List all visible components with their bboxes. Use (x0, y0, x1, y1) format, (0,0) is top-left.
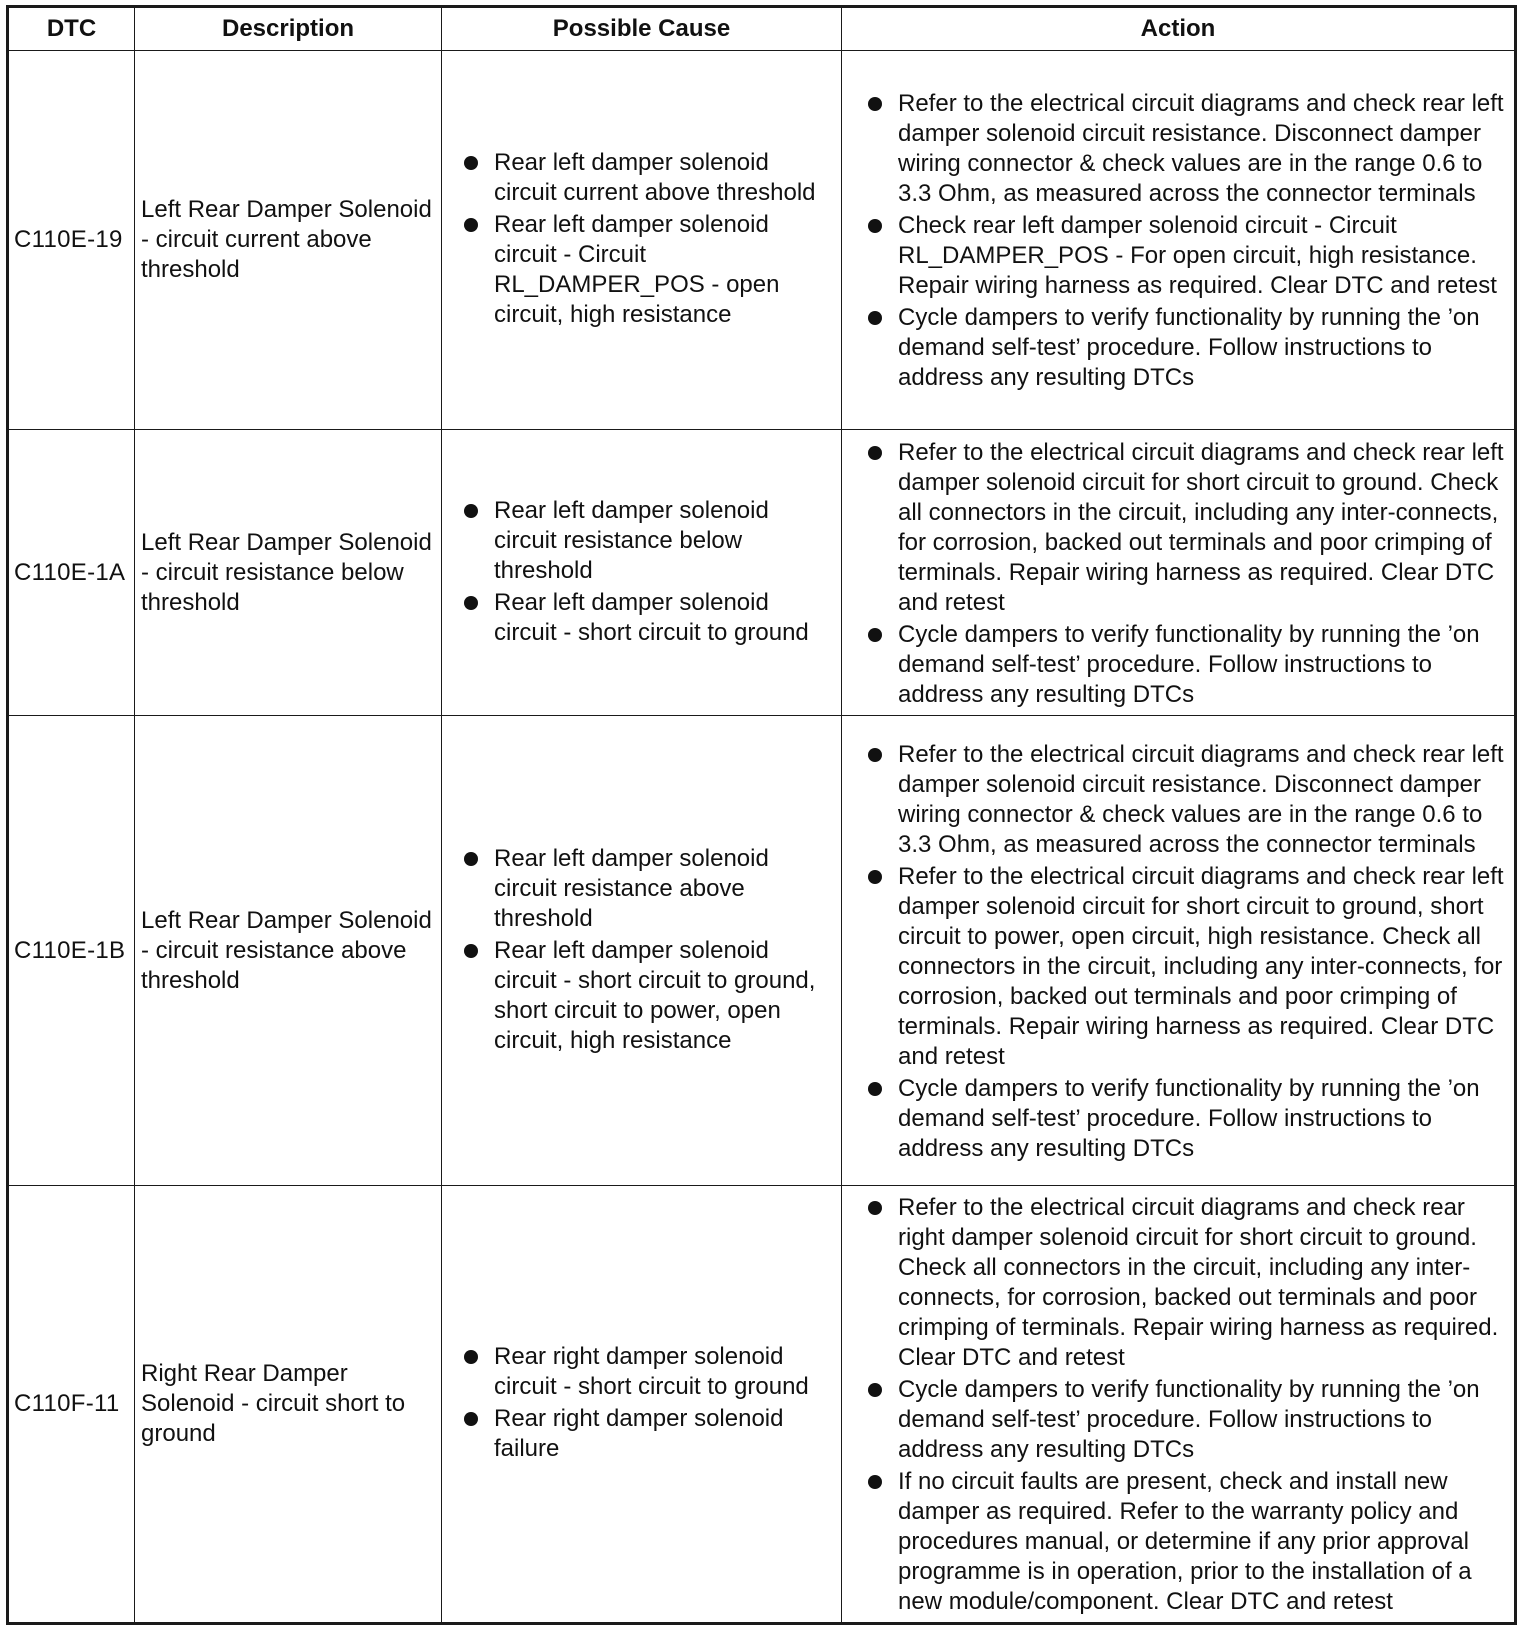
list-item (460, 1404, 837, 1464)
bullet-icon (868, 1201, 882, 1215)
column-header-possible-cause: Possible Cause (442, 7, 842, 51)
bullet-icon (464, 596, 478, 610)
list-item (460, 588, 837, 648)
action-cell (842, 1186, 1516, 1624)
possible-cause-cell (442, 716, 842, 1186)
possible-cause-cell (442, 430, 842, 716)
cause-text: Rear left damper solenoid circuit current above threshold (494, 149, 816, 206)
cause-text: Rear right damper solenoid circuit - short circuit to ground (494, 1343, 809, 1400)
dtc-code: C110E-1A (8, 430, 135, 716)
cause-text: Rear left damper solenoid circuit - short circuit to ground, short circuit to power, open circuit, high resistance (494, 936, 816, 1054)
list-item (460, 844, 837, 934)
table-row (8, 1186, 1516, 1624)
cause-text: Rear left damper solenoid circuit - Circuit RL_DAMPER_POS - open circuit, high resistance (494, 211, 780, 328)
bullet-icon (868, 219, 882, 233)
possible-cause-list (460, 844, 837, 1056)
action-text: Cycle dampers to verify functionality by running the ’on demand self-test’ procedure. Follow instructions to address any resulting DTCs (898, 304, 1480, 391)
list-item (864, 620, 1510, 710)
action-list (864, 438, 1510, 710)
cause-text: Rear left damper solenoid circuit resistance above threshold (494, 844, 769, 932)
action-text: Refer to the electrical circuit diagrams and check rear left damper solenoid circuit resistance. Disconnect damper wiring connector & check values are in the range 0.6 to 3.3 Ohm, as measured across the connector terminals (898, 90, 1504, 207)
bullet-icon (464, 504, 478, 518)
bullet-icon (464, 156, 478, 170)
action-list (864, 89, 1510, 393)
list-item (460, 1342, 837, 1402)
possible-cause-cell (442, 51, 842, 430)
list-item (864, 1467, 1510, 1617)
list-item (864, 438, 1510, 618)
bullet-icon (464, 218, 478, 232)
column-header-action: Action (842, 7, 1516, 51)
bullet-icon (464, 1412, 478, 1426)
list-item (864, 862, 1510, 1072)
bullet-icon (868, 628, 882, 642)
action-list (864, 1193, 1510, 1617)
table-row (8, 51, 1516, 430)
bullet-icon (464, 1350, 478, 1364)
dtc-description: Left Rear Damper Solenoid - circuit resistance below threshold (135, 430, 442, 716)
action-cell (842, 51, 1516, 430)
list-item (864, 211, 1510, 301)
list-item (864, 1074, 1510, 1164)
possible-cause-cell (442, 1186, 842, 1624)
dtc-code: C110F-11 (8, 1186, 135, 1624)
bullet-icon (868, 1082, 882, 1096)
cause-text: Rear left damper solenoid circuit resistance below threshold (494, 496, 769, 584)
bullet-icon (868, 311, 882, 325)
header-row (8, 7, 1516, 51)
action-list (864, 740, 1510, 1164)
cause-text: Rear right damper solenoid failure (494, 1405, 784, 1462)
bullet-icon (868, 446, 882, 460)
action-text: Refer to the electrical circuit diagrams and check rear left damper solenoid circuit for short circuit to ground, short circuit to power, open circuit, high resistance. Check all connectors in the circuit, including any inter-connects, for corrosion, backed out terminals and poor crimping of terminals. Repair wiring harness as required. Clear DTC and retest (898, 862, 1504, 1070)
dtc-code: C110E-1B (8, 716, 135, 1186)
dtc-description: Right Rear Damper Solenoid - circuit short to ground (135, 1186, 442, 1624)
list-item (460, 936, 837, 1056)
dtc-description: Left Rear Damper Solenoid - circuit current above threshold (135, 51, 442, 430)
list-item (864, 1193, 1510, 1373)
possible-cause-list (460, 1342, 837, 1464)
column-header-dtc: DTC (8, 7, 135, 51)
list-item (460, 210, 837, 330)
cause-text: Rear left damper solenoid circuit - short circuit to ground (494, 588, 809, 646)
bullet-icon (868, 1383, 882, 1397)
action-text: Cycle dampers to verify functionality by running the ’on demand self-test’ procedure. Follow instructions to address any resulting DTCs (898, 1074, 1480, 1162)
bullet-icon (868, 748, 882, 762)
possible-cause-list (460, 496, 837, 648)
action-text: Refer to the electrical circuit diagrams and check rear right damper solenoid circuit for short circuit to ground. Check all connectors in the circuit, including any inter-connects, for corrosion, backed out terminals and poor crimping of terminals. Repair wiring harness as required. Clear DTC and retest (898, 1194, 1499, 1371)
possible-cause-list (460, 148, 837, 330)
action-text: Check rear left damper solenoid circuit - Circuit RL_DAMPER_POS - For open circuit, high resistance. Repair wiring harness as required. Clear DTC and retest (898, 212, 1497, 299)
table-row (8, 430, 1516, 716)
list-item (864, 1375, 1510, 1465)
table-row (8, 716, 1516, 1186)
bullet-icon (464, 944, 478, 958)
bullet-icon (868, 870, 882, 884)
bullet-icon (868, 1475, 882, 1489)
action-text: Cycle dampers to verify functionality by running the ’on demand self-test’ procedure. Follow instructions to address any resulting DTCs (898, 1376, 1480, 1463)
action-text: Refer to the electrical circuit diagrams and check rear left damper solenoid circuit resistance. Disconnect damper wiring connector & check values are in the range 0.6 to 3.3 Ohm, as measured across the connector terminals (898, 740, 1504, 858)
column-header-description: Description (135, 7, 442, 51)
dtc-description: Left Rear Damper Solenoid - circuit resistance above threshold (135, 716, 442, 1186)
action-cell (842, 716, 1516, 1186)
action-text: If no circuit faults are present, check and install new damper as required. Refer to the warranty policy and procedures manual, or determine if any prior approval programme is in operation, prior to the installation of a new module/component. Clear DTC and retest (898, 1468, 1472, 1615)
action-text: Refer to the electrical circuit diagrams and check rear left damper solenoid circuit for short circuit to ground. Check all connectors in the circuit, including any inter-connects, for corrosion, backed out terminals and poor crimping of terminals. Repair wiring harness as required. Clear DTC and retest (898, 438, 1504, 616)
bullet-icon (868, 97, 882, 111)
list-item (864, 303, 1510, 393)
dtc-code: C110E-19 (8, 51, 135, 430)
list-item (460, 148, 837, 208)
list-item (864, 89, 1510, 209)
dtc-table (6, 5, 1517, 1625)
list-item (864, 740, 1510, 860)
bullet-icon (464, 852, 478, 866)
action-cell (842, 430, 1516, 716)
action-text: Cycle dampers to verify functionality by running the ’on demand self-test’ procedure. Follow instructions to address any resulting DTCs (898, 620, 1480, 708)
list-item (460, 496, 837, 586)
